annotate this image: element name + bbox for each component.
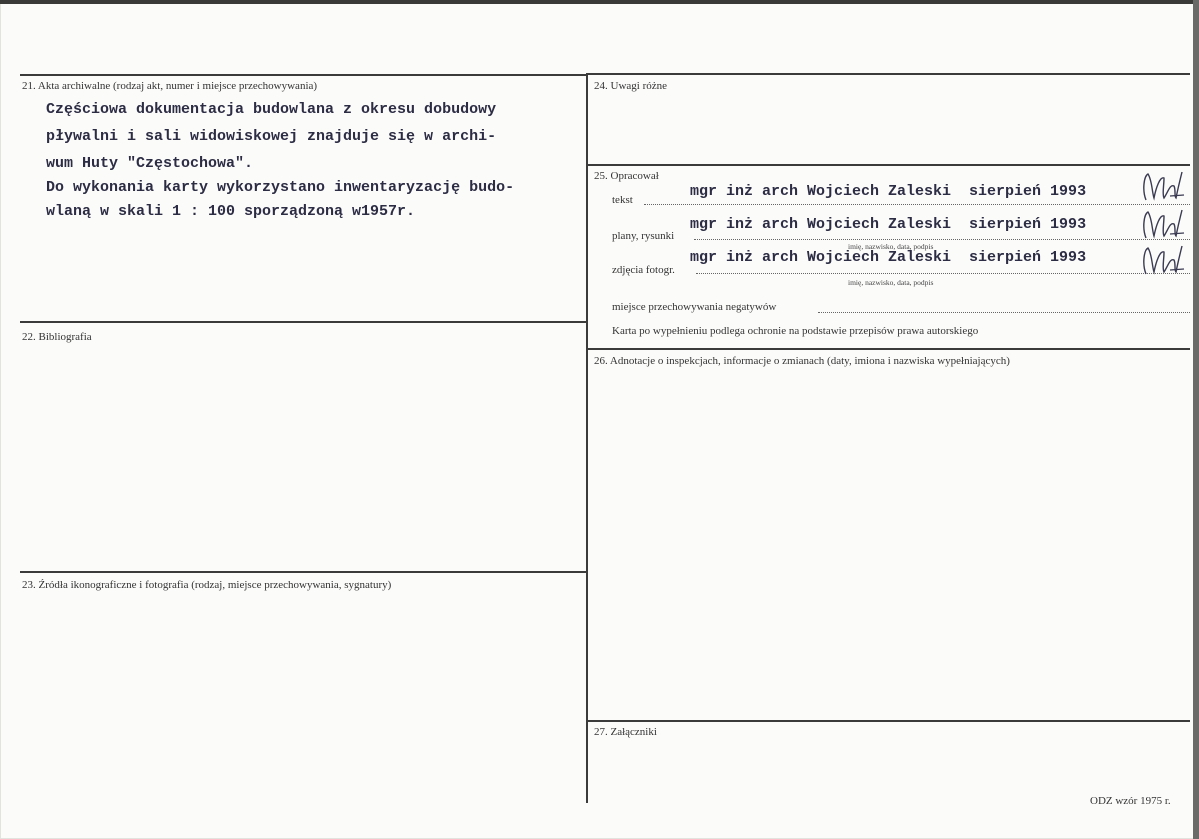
field-tekst-value: mgr inż arch Wojciech Zaleski sierpień 1993 (690, 183, 1087, 200)
field-zdjecia-value: mgr inż arch Wojciech Zaleski sierpień 1993 (690, 249, 1087, 266)
copyright-note: Karta po wypełnieniu podlega ochronie na podstawie przepisów prawa autorskiego (612, 325, 979, 337)
form-reference: ODZ wzór 1975 r. (1090, 795, 1171, 807)
archive-text-line-3: wum Huty "Częstochowa". (46, 155, 254, 172)
rule-top-right (588, 73, 1190, 75)
rule-top-left (20, 74, 586, 76)
rule-27-top (588, 720, 1190, 722)
section-26-label: 26. Adnotacje o inspekcjach, informacje o zmianach (daty, imiona i nazwiska wypełniających) (594, 355, 1010, 367)
field-tekst-label: tekst (612, 194, 633, 206)
caption-zdjecia: imię, nazwisko, data, podpis (848, 278, 934, 287)
section-22-label: 22. Bibliografia (22, 331, 92, 343)
caption-plany: imię, nazwisko, data, podpis (848, 242, 934, 251)
field-plany-line (694, 239, 1190, 240)
signature-icon (1140, 208, 1186, 240)
rule-23-top (20, 571, 586, 573)
section-21-label: 21. Akta archiwalne (rodzaj akt, numer i miejsce przechowywania) (22, 80, 318, 92)
scan-top-edge (0, 0, 1199, 4)
center-divider (586, 73, 588, 803)
archive-text-line-5: wlaną w skali 1 : 100 sporządzoną w1957r. (46, 203, 416, 220)
negatives-label: miejsce przechowywania negatywów (612, 301, 777, 313)
rule-26-top (588, 348, 1190, 350)
scan-right-edge (1193, 0, 1199, 839)
rule-22-top (20, 321, 586, 323)
archive-text-line-1: Częściowa dokumentacja budowlana z okresu dobudowy (46, 101, 497, 118)
section-25-label: 25. Opracował (594, 170, 659, 182)
section-23-label: 23. Źródła ikonograficzne i fotografia (rodzaj, miejsce przechowywania, sygnatury) (22, 579, 392, 591)
archive-text-line-2: pływalni i sali widowiskowej znajduje się w archi- (46, 128, 497, 145)
field-tekst-line (644, 204, 1190, 205)
archive-text-line-4: Do wykonania karty wykorzystano inwentaryzację budo- (46, 179, 515, 196)
negatives-line (818, 312, 1190, 313)
field-zdjecia-label: zdjęcia fotogr. (612, 264, 675, 276)
section-27-label: 27. Załączniki (594, 726, 657, 738)
field-zdjecia-line (696, 273, 1190, 274)
field-plany-label: plany, rysunki (612, 230, 675, 242)
field-plany-value: mgr inż arch Wojciech Zaleski sierpień 1993 (690, 216, 1087, 233)
rule-25-top (588, 164, 1190, 166)
signature-icon (1140, 244, 1186, 276)
signature-icon (1140, 170, 1186, 202)
section-24-label: 24. Uwagi różne (594, 80, 668, 92)
